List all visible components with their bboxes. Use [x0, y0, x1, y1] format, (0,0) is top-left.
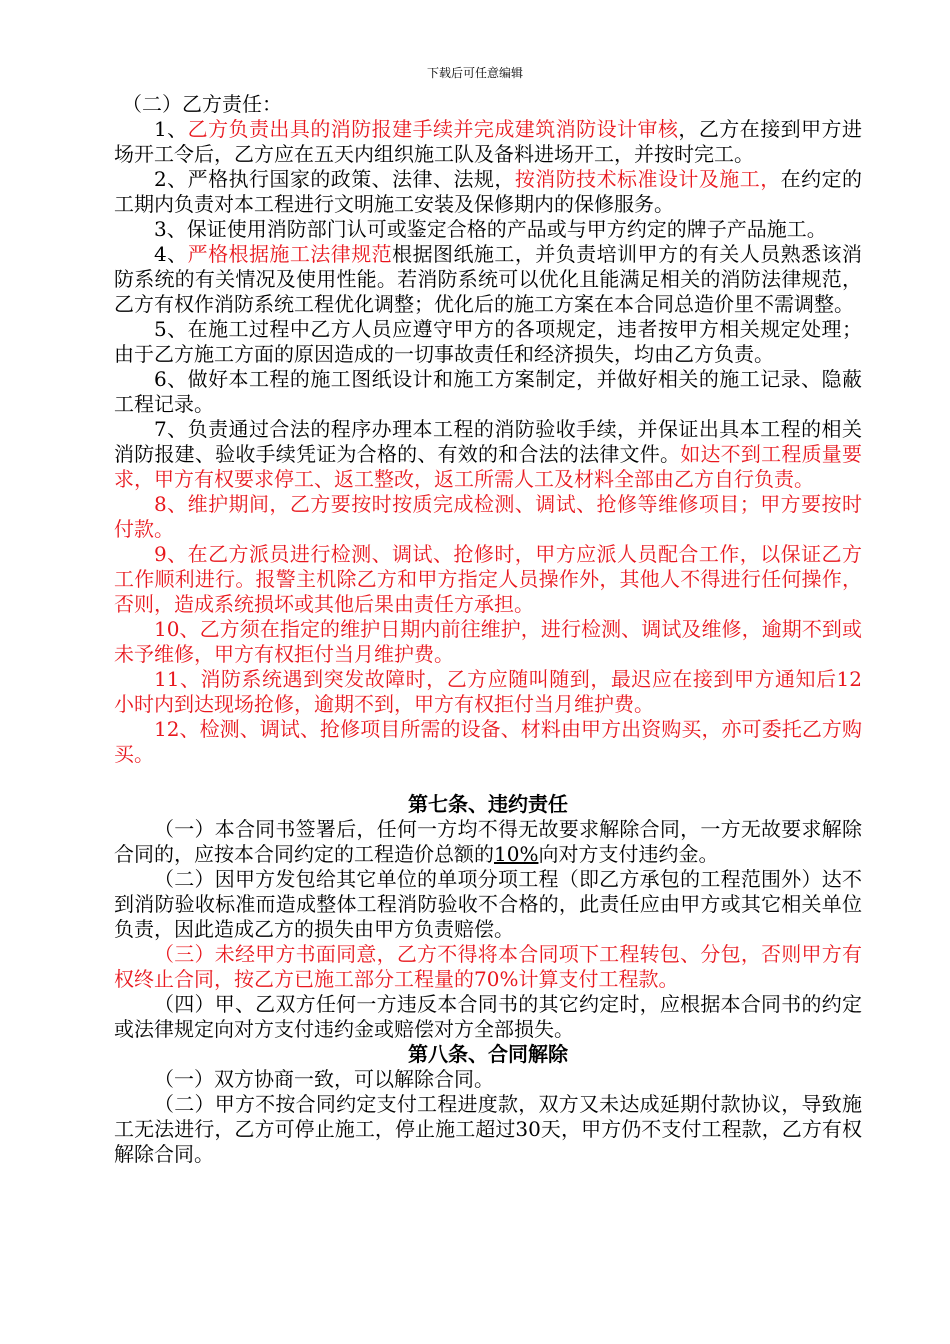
page-header: 下载后可任意编辑: [426, 66, 523, 80]
clause-b5: 5、在施工过程中乙方人员应遵守甲方的各项规定，违者按甲方相关规定处理；由于乙方施工方面的原因造成的一切事故责任和经济损失，均由乙方负责。: [114, 317, 862, 366]
section-gap: [114, 767, 862, 792]
article-8-clause-1: （一）双方协商一致，可以解除合同。: [154, 1067, 494, 1091]
clause-b10: 10、乙方须在指定的维护日期内前往维护，进行检测、调试及维修，逾期不到或未予维修，甲方有权拒付当月维护费。: [114, 617, 862, 666]
clause-b12: 12、检测、调试、抢修项目所需的设备、材料由甲方出资购买，亦可委托乙方购买。: [114, 717, 862, 766]
document-body: [114, 92, 862, 1167]
article-7-clause-1: （一）本合同书签署后，任何一方均不得无故要求解除合同，一方无故要求解除合同的，应按本合同约定的工程造价总额的10%向对方支付违约金。: [114, 817, 862, 866]
clause-b3: 3、保证使用消防部门认可或鉴定合格的产品或与甲方约定的牌子产品施工。: [154, 217, 827, 241]
clause-b4: 4、严格根据施工法律规范根据图纸施工，并负责培训甲方的有关人员熟悉该消防系统的有关情况及使用性能。若消防系统可以优化且能满足相关的消防法律规范，乙方有权作消防系统工程优化调整；优化后的施工方案在本合同总造价里不需调整。: [114, 242, 863, 316]
article-7-heading: 第七条、违约责任: [408, 792, 568, 816]
clause-b7: 7、负责通过合法的程序办理本工程的消防验收手续，并保证出具本工程的相关消防报建、验收手续凭证为合格的、有效的和合法的法律文件。如达不到工程质量要求，甲方有权要求停工、返工整改，返工所需人工及材料全部由乙方自行负责。: [114, 417, 863, 491]
section-b-title: （二）乙方责任：: [122, 92, 282, 116]
article-8-heading: 第八条、合同解除: [408, 1042, 568, 1066]
clause-b11: 11、消防系统遇到突发故障时，乙方应随叫随到，最迟应在接到甲方通知后12小时内到达现场抢修，逾期不到，甲方有权拒付当月维护费。: [114, 667, 862, 716]
article-7-clause-2: （二）因甲方发包给其它单位的单项分项工程（即乙方承包的工程范围外）达不到消防验收标准而造成整体工程消防验收不合格的，此责任应由甲方或其它相关单位负责，因此造成乙方的损失由甲方负责赔偿。: [114, 867, 862, 941]
clause-b1: 1、乙方负责出具的消防报建手续并完成建筑消防设计审核，乙方在接到甲方进场开工令后，乙方应在五天内组织施工队及备料进场开工，并按时完工。: [114, 117, 862, 166]
article-7-clause-3: （三）未经甲方书面同意，乙方不得将本合同项下工程转包、分包，否则甲方有权终止合同，按乙方已施工部分工程量的70%计算支付工程款。: [114, 942, 862, 991]
clause-b2: 2、严格执行国家的政策、法律、法规，按消防技术标准设计及施工，在约定的工期内负责对本工程进行文明施工安装及保修期内的保修服务。: [114, 167, 863, 216]
clause-b6: 6、做好本工程的施工图纸设计和施工方案制定，并做好相关的施工记录、隐蔽工程记录。: [114, 367, 862, 416]
clause-b8: 8、维护期间，乙方要按时按质完成检测、调试、抢修等维修项目；甲方要按时付款。: [114, 492, 862, 541]
article-7-clause-4: （四）甲、乙双方任何一方违反本合同书的其它约定时，应根据本合同书的约定或法律规定向对方支付违约金或赔偿对方全部损失。: [114, 992, 862, 1041]
clause-b9: 9、在乙方派员进行检测、调试、抢修时，甲方应派人员配合工作，以保证乙方工作顺利进行。报警主机除乙方和甲方指定人员操作外，其他人不得进行任何操作，否则，造成系统损坏或其他后果由责任方承担。: [114, 542, 862, 616]
article-8-clause-2: （二）甲方不按合同约定支付工程进度款，双方又未达成延期付款协议，导致施工无法进行，乙方可停止施工，停止施工超过30天，甲方仍不支付工程款，乙方有权解除合同。: [114, 1092, 862, 1166]
